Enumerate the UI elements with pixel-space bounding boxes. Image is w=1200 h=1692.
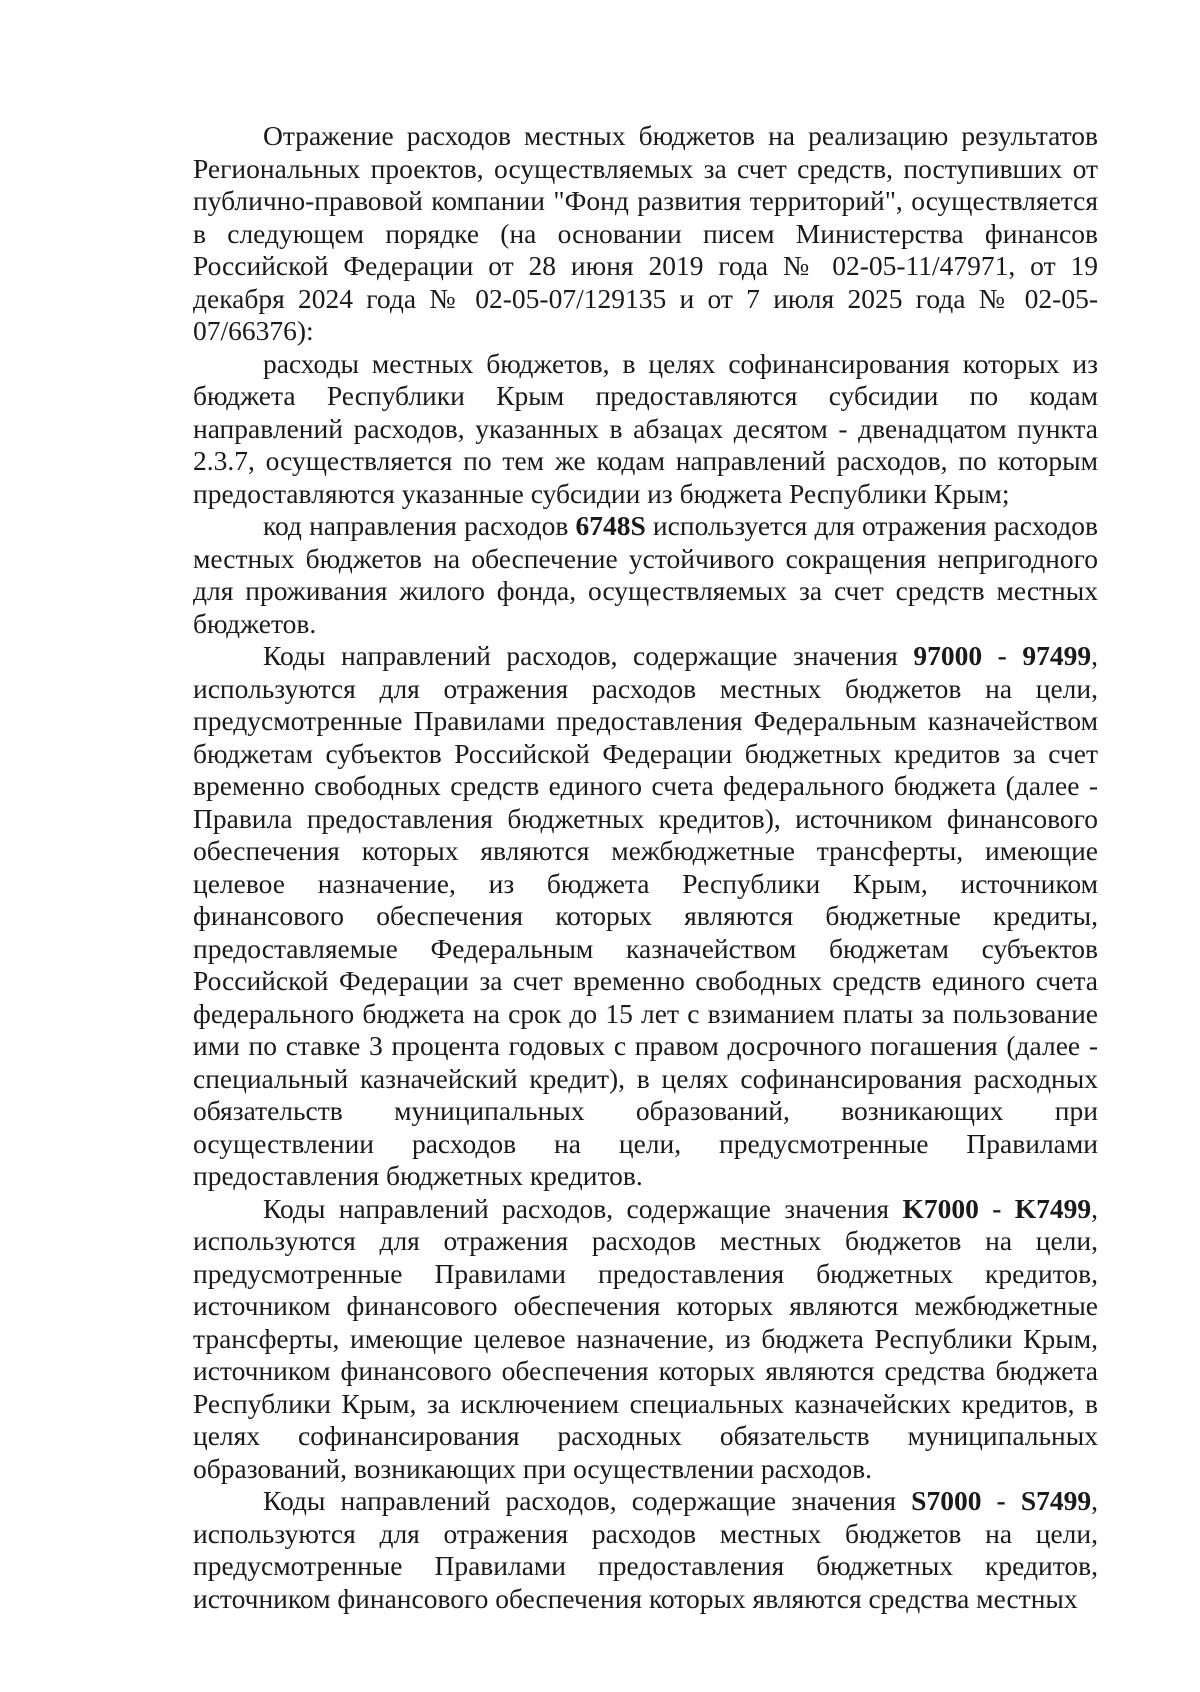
paragraph-text-after: , используются для отражения расходов местных бюджетов на цели, предусмотренные Правилами предоставления бюджетных кредитов, источником финансового обеспечения которых являются межбюджетные трансферты, имеющие целевое назначение, из бюджета Республики Крым, источником финансового обеспечения которых являются средства бюджета Республики Крым, за исключением специальных казначейских кредитов, в целях софинансирования расходных обязательств муниципальных образований, возникающих при осуществлении расходов.: [193, 1192, 1098, 1484]
paragraph-text-after: , используются для отражения расходов местных бюджетов на цели, предусмотренные Правилами предоставления бюджетных кредитов, источником финансового обеспечения которых являются средства местных: [193, 1485, 1098, 1614]
paragraph-subsidies: расходы местных бюджетов, в целях софинансирования которых из бюджета Республики Крым предоставляются субсидии по кодам направлений расходов, указанных в абзацах десятом - двенадцатом пункта 2.3.7, осуществляется по тем же кодам направлений расходов, по которым предоставляются указанные субсидии из бюджета Республики Крым;: [193, 347, 1098, 509]
expense-code-range: K7000 - K7499: [902, 1192, 1092, 1224]
paragraph-text-after: , используются для отражения расходов местных бюджетов на цели, предусмотренные Правилами предоставления Федеральным казначейством бюджетам субъектов Российской Федерации бюджетных кредитов за счет временно свободных средств единого счета федерального бюджета (далее - Правила предоставления бюджетных кредитов), источником финансового обеспечения которых являются межбюджетные трансферты, имеющие целевое назначение, из бюджета Республики Крым, источником финансового обеспечения которых являются бюджетные кредиты, предоставляемые Федеральным казначейством бюджетам субъектов Российской Федерации за счет временно свободных средств единого счета федерального бюджета на срок до 15 лет с взиманием платы за пользование ими по ставке 3 процента годовых с правом досрочного погашения (далее - специальный казначейский кредит), в целях софинансирования расходных обязательств муниципальных образований, возникающих при осуществлении расходов на цели, предусмотренные Правилами предоставления бюджетных кредитов.: [193, 640, 1098, 1191]
paragraph-codes-k7000: [193, 1193, 1098, 1486]
paragraph-text-before: Коды направлений расходов, содержащие значения: [263, 640, 914, 671]
expense-code-range: 97000 - 97499: [913, 640, 1092, 671]
paragraph-codes-97000: [193, 640, 1098, 1193]
paragraph-intro: Отражение расходов местных бюджетов на реализацию результатов Региональных проектов, осуществляемых за счет средств, поступивших от публично-правовой компании "Фонд развития территорий", осуществляется в следующем порядке (на основании писем Министерства финансов Российской Федерации от 28 июня 2019 года № 02-05-11/47971, от 19 декабря 2024 года № 02-05-07/129135 и от 7 июля 2025 года № 02-05-07/66376):: [193, 120, 1098, 346]
paragraph-code-6748s: [193, 510, 1098, 640]
paragraph-text-before: код направления расходов: [263, 510, 576, 541]
paragraph-text-after: используется для отражения расходов местных бюджетов на обеспечение устойчивого сокращения непригодного для проживания жилого фонда, осуществляемых за счет средств местных бюджетов.: [193, 510, 1098, 639]
paragraph-text-before: Коды направлений расходов, содержащие значения: [263, 1485, 912, 1516]
expense-code: 6748S: [575, 510, 646, 541]
paragraph-text-before: Коды направлений расходов, содержащие значения: [263, 1192, 903, 1224]
paragraph-codes-s7000: [193, 1485, 1098, 1615]
expense-code-range: S7000 - S7499: [911, 1485, 1092, 1516]
